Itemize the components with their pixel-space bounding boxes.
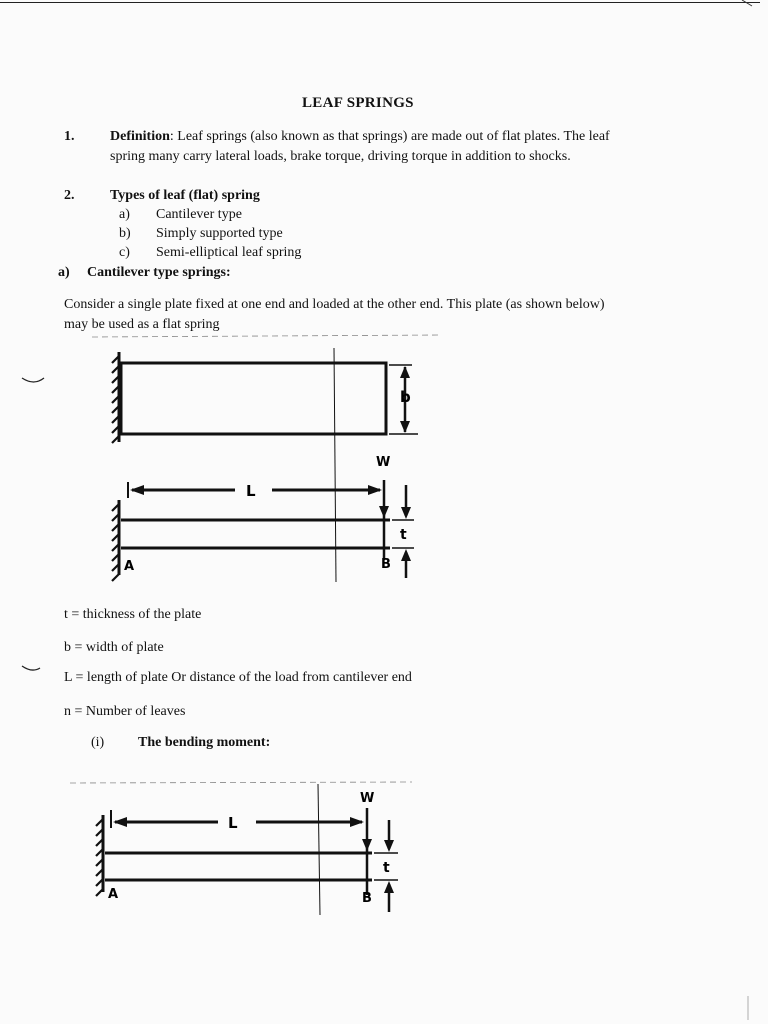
width-b-label: b xyxy=(400,388,411,406)
type-item-text: Cantilever type xyxy=(156,207,242,222)
point-A-label: A xyxy=(124,559,135,574)
length-L-label: L xyxy=(228,814,238,832)
intro-line-1: Consider a single plate fixed at one end and loaded at the other end. This plate (as shown below) xyxy=(64,297,605,312)
definition-line-1: : Leaf springs (also known as that springs) are made out of flat plates. The leaf xyxy=(169,129,610,144)
point-A-label: A xyxy=(108,887,119,902)
type-item-text: Simply supported type xyxy=(156,226,283,241)
intro-line-2: may be used as a flat spring xyxy=(64,317,220,332)
definition-line-2: spring many carry lateral loads, brake torque, driving torque in addition to shocks. xyxy=(110,149,571,164)
definition-t: t = thickness of the plate xyxy=(64,607,202,622)
definition-heading: Definition xyxy=(110,129,170,144)
point-B-label: B xyxy=(362,891,372,906)
page-title: LEAF SPRINGS xyxy=(302,95,414,111)
length-L-label: L xyxy=(246,482,256,500)
point-B-label: B xyxy=(381,557,391,572)
subsection-heading: Cantilever type springs: xyxy=(87,265,231,280)
thickness-t-label: t xyxy=(400,527,407,543)
type-item-text: Semi-elliptical leaf spring xyxy=(156,245,302,260)
definition-L: L = length of plate Or distance of the load from cantilever end xyxy=(64,670,412,685)
section-1-number: 1. xyxy=(64,129,75,144)
thickness-t-label: t xyxy=(383,860,390,876)
definition-b: b = width of plate xyxy=(64,640,164,655)
section-2-heading: Types of leaf (flat) spring xyxy=(110,188,260,203)
load-W-label: W xyxy=(360,791,375,806)
definition-n: n = Number of leaves xyxy=(64,704,186,719)
type-item-label: a) xyxy=(119,207,130,222)
subheading-label: (i) xyxy=(91,735,105,750)
type-item-label: c) xyxy=(119,245,130,260)
load-W-label: W xyxy=(376,455,391,470)
section-2-number: 2. xyxy=(64,188,75,203)
bending-moment-heading: The bending moment: xyxy=(138,735,271,750)
subsection-label: a) xyxy=(58,265,70,280)
type-item-label: b) xyxy=(119,226,131,241)
